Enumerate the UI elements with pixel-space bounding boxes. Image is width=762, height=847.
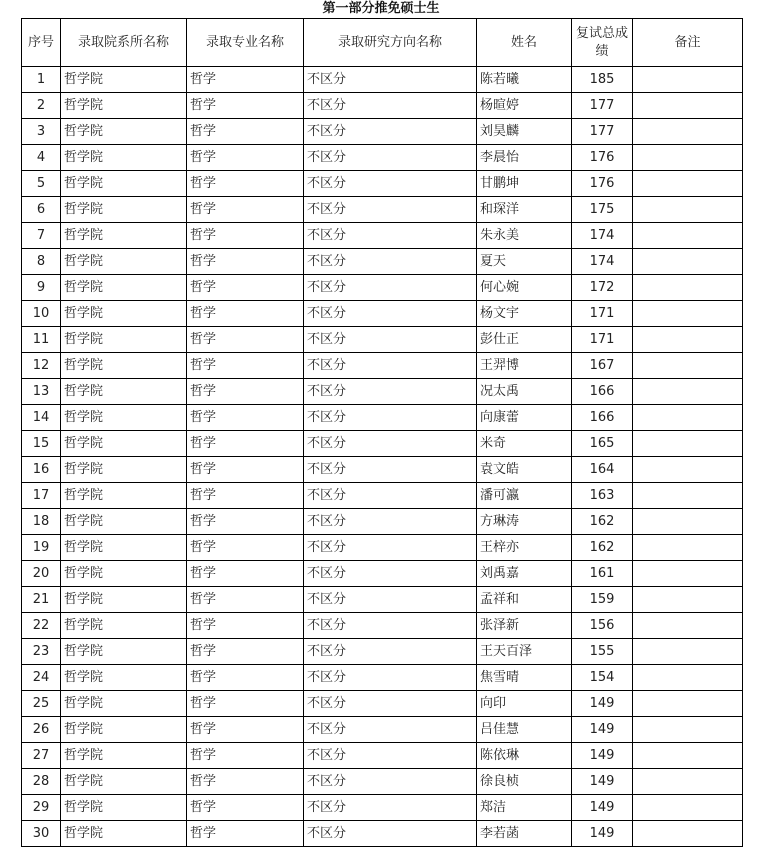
row-dept: 哲学院 <box>61 197 187 223</box>
row-name: 李晨怡 <box>477 145 572 171</box>
header-name: 姓名 <box>477 19 572 67</box>
row-name: 况太禹 <box>477 379 572 405</box>
row-score: 149 <box>572 743 633 769</box>
row-major: 哲学 <box>187 613 304 639</box>
row-name: 陈依琳 <box>477 743 572 769</box>
row-name: 王羿博 <box>477 353 572 379</box>
row-no: 23 <box>22 639 61 665</box>
row-score: 162 <box>572 535 633 561</box>
row-dept: 哲学院 <box>61 379 187 405</box>
row-score: 177 <box>572 93 633 119</box>
row-direction: 不区分 <box>304 171 477 197</box>
table-row <box>22 275 743 301</box>
row-name: 王梓亦 <box>477 535 572 561</box>
row-name: 方琳涛 <box>477 509 572 535</box>
header-note: 备注 <box>633 19 743 67</box>
table-row <box>22 379 743 405</box>
row-direction: 不区分 <box>304 561 477 587</box>
table-row <box>22 509 743 535</box>
row-score: 155 <box>572 639 633 665</box>
row-name: 何心婉 <box>477 275 572 301</box>
table-row <box>22 93 743 119</box>
row-name: 甘鹏坤 <box>477 171 572 197</box>
row-direction: 不区分 <box>304 249 477 275</box>
row-dept: 哲学院 <box>61 431 187 457</box>
row-name: 夏天 <box>477 249 572 275</box>
row-note <box>633 119 743 145</box>
row-dept: 哲学院 <box>61 743 187 769</box>
row-score: 171 <box>572 327 633 353</box>
row-direction: 不区分 <box>304 67 477 93</box>
table-row <box>22 561 743 587</box>
row-note <box>633 769 743 795</box>
table-row <box>22 171 743 197</box>
row-direction: 不区分 <box>304 197 477 223</box>
table-row <box>22 743 743 769</box>
row-score: 172 <box>572 275 633 301</box>
row-dept: 哲学院 <box>61 119 187 145</box>
row-note <box>633 379 743 405</box>
table-row <box>22 717 743 743</box>
row-note <box>633 457 743 483</box>
row-name: 向康蕾 <box>477 405 572 431</box>
row-dept: 哲学院 <box>61 145 187 171</box>
row-score: 177 <box>572 119 633 145</box>
row-no: 25 <box>22 691 61 717</box>
table-row <box>22 353 743 379</box>
row-major: 哲学 <box>187 535 304 561</box>
row-major: 哲学 <box>187 691 304 717</box>
row-no: 27 <box>22 743 61 769</box>
row-name: 徐良桢 <box>477 769 572 795</box>
row-no: 30 <box>22 821 61 847</box>
table-row <box>22 301 743 327</box>
row-major: 哲学 <box>187 275 304 301</box>
row-name: 刘禹嘉 <box>477 561 572 587</box>
row-dept: 哲学院 <box>61 249 187 275</box>
table-row <box>22 249 743 275</box>
row-dept: 哲学院 <box>61 275 187 301</box>
row-score: 176 <box>572 171 633 197</box>
row-no: 13 <box>22 379 61 405</box>
row-major: 哲学 <box>187 665 304 691</box>
table-row <box>22 197 743 223</box>
row-note <box>633 405 743 431</box>
row-major: 哲学 <box>187 223 304 249</box>
row-major: 哲学 <box>187 197 304 223</box>
row-major: 哲学 <box>187 119 304 145</box>
row-name: 袁文皓 <box>477 457 572 483</box>
table-row <box>22 795 743 821</box>
row-dept: 哲学院 <box>61 223 187 249</box>
row-note <box>633 587 743 613</box>
table-row <box>22 483 743 509</box>
row-direction: 不区分 <box>304 483 477 509</box>
row-name: 米奇 <box>477 431 572 457</box>
row-major: 哲学 <box>187 717 304 743</box>
row-no: 4 <box>22 145 61 171</box>
table-row <box>22 587 743 613</box>
row-note <box>633 145 743 171</box>
row-no: 29 <box>22 795 61 821</box>
row-dept: 哲学院 <box>61 795 187 821</box>
row-score: 166 <box>572 379 633 405</box>
table-row <box>22 431 743 457</box>
table-row <box>22 145 743 171</box>
row-note <box>633 353 743 379</box>
row-note <box>633 171 743 197</box>
row-no: 6 <box>22 197 61 223</box>
row-note <box>633 509 743 535</box>
row-name: 吕佳慧 <box>477 717 572 743</box>
row-no: 20 <box>22 561 61 587</box>
row-note <box>633 613 743 639</box>
row-dept: 哲学院 <box>61 67 187 93</box>
row-name: 刘昊麟 <box>477 119 572 145</box>
row-no: 17 <box>22 483 61 509</box>
row-name: 李若菡 <box>477 821 572 847</box>
row-no: 28 <box>22 769 61 795</box>
row-no: 11 <box>22 327 61 353</box>
row-direction: 不区分 <box>304 509 477 535</box>
row-score: 161 <box>572 561 633 587</box>
row-score: 149 <box>572 795 633 821</box>
row-major: 哲学 <box>187 405 304 431</box>
row-major: 哲学 <box>187 561 304 587</box>
row-note <box>633 483 743 509</box>
header-no: 序号 <box>22 19 61 67</box>
row-score: 162 <box>572 509 633 535</box>
row-major: 哲学 <box>187 795 304 821</box>
row-dept: 哲学院 <box>61 691 187 717</box>
row-direction: 不区分 <box>304 379 477 405</box>
row-score: 166 <box>572 405 633 431</box>
row-direction: 不区分 <box>304 275 477 301</box>
row-no: 9 <box>22 275 61 301</box>
row-dept: 哲学院 <box>61 93 187 119</box>
row-no: 22 <box>22 613 61 639</box>
row-major: 哲学 <box>187 249 304 275</box>
row-direction: 不区分 <box>304 145 477 171</box>
row-note <box>633 717 743 743</box>
row-no: 26 <box>22 717 61 743</box>
row-major: 哲学 <box>187 67 304 93</box>
row-dept: 哲学院 <box>61 327 187 353</box>
header-dept: 录取院系所名称 <box>61 19 187 67</box>
row-score: 149 <box>572 691 633 717</box>
row-name: 陈若曦 <box>477 67 572 93</box>
row-name: 向印 <box>477 691 572 717</box>
row-direction: 不区分 <box>304 119 477 145</box>
table-row <box>22 769 743 795</box>
row-direction: 不区分 <box>304 457 477 483</box>
row-note <box>633 795 743 821</box>
row-name: 和琛洋 <box>477 197 572 223</box>
table-row <box>22 67 743 93</box>
row-major: 哲学 <box>187 353 304 379</box>
row-major: 哲学 <box>187 509 304 535</box>
row-name: 杨文宇 <box>477 301 572 327</box>
row-name: 朱永美 <box>477 223 572 249</box>
table-row <box>22 613 743 639</box>
row-dept: 哲学院 <box>61 535 187 561</box>
row-name: 杨暄婷 <box>477 93 572 119</box>
table-row <box>22 535 743 561</box>
row-no: 19 <box>22 535 61 561</box>
row-dept: 哲学院 <box>61 587 187 613</box>
row-dept: 哲学院 <box>61 561 187 587</box>
table-row <box>22 457 743 483</box>
row-major: 哲学 <box>187 171 304 197</box>
row-score: 149 <box>572 717 633 743</box>
row-major: 哲学 <box>187 301 304 327</box>
row-note <box>633 327 743 353</box>
table-row <box>22 821 743 847</box>
row-no: 18 <box>22 509 61 535</box>
row-note <box>633 561 743 587</box>
row-note <box>633 691 743 717</box>
row-name: 孟祥和 <box>477 587 572 613</box>
table-header-row <box>22 19 743 67</box>
row-name: 彭仕正 <box>477 327 572 353</box>
row-major: 哲学 <box>187 379 304 405</box>
row-score: 163 <box>572 483 633 509</box>
row-note <box>633 821 743 847</box>
row-name: 王天百泽 <box>477 639 572 665</box>
row-score: 149 <box>572 769 633 795</box>
row-no: 12 <box>22 353 61 379</box>
header-major: 录取专业名称 <box>187 19 304 67</box>
admission-table <box>21 18 743 847</box>
row-no: 1 <box>22 67 61 93</box>
table-row <box>22 405 743 431</box>
row-major: 哲学 <box>187 327 304 353</box>
row-dept: 哲学院 <box>61 639 187 665</box>
header-direction: 录取研究方向名称 <box>304 19 477 67</box>
row-no: 8 <box>22 249 61 275</box>
row-dept: 哲学院 <box>61 509 187 535</box>
row-major: 哲学 <box>187 639 304 665</box>
row-direction: 不区分 <box>304 691 477 717</box>
table-row <box>22 223 743 249</box>
row-name: 焦雪晴 <box>477 665 572 691</box>
row-score: 174 <box>572 249 633 275</box>
row-no: 16 <box>22 457 61 483</box>
row-score: 185 <box>572 67 633 93</box>
row-name: 潘可瀛 <box>477 483 572 509</box>
row-note <box>633 743 743 769</box>
row-score: 149 <box>572 821 633 847</box>
row-dept: 哲学院 <box>61 665 187 691</box>
row-no: 15 <box>22 431 61 457</box>
row-major: 哲学 <box>187 431 304 457</box>
row-direction: 不区分 <box>304 431 477 457</box>
row-direction: 不区分 <box>304 535 477 561</box>
row-no: 10 <box>22 301 61 327</box>
row-score: 174 <box>572 223 633 249</box>
row-direction: 不区分 <box>304 717 477 743</box>
row-score: 164 <box>572 457 633 483</box>
page-title: 第一部分推免硕士生 <box>322 1 440 16</box>
row-score: 167 <box>572 353 633 379</box>
row-note <box>633 665 743 691</box>
row-no: 24 <box>22 665 61 691</box>
table-body <box>22 67 743 847</box>
row-no: 21 <box>22 587 61 613</box>
row-major: 哲学 <box>187 93 304 119</box>
row-direction: 不区分 <box>304 353 477 379</box>
table-row <box>22 665 743 691</box>
table-row <box>22 327 743 353</box>
row-major: 哲学 <box>187 145 304 171</box>
row-score: 171 <box>572 301 633 327</box>
table-row <box>22 639 743 665</box>
row-dept: 哲学院 <box>61 483 187 509</box>
row-dept: 哲学院 <box>61 821 187 847</box>
row-no: 7 <box>22 223 61 249</box>
row-note <box>633 93 743 119</box>
row-no: 14 <box>22 405 61 431</box>
row-direction: 不区分 <box>304 821 477 847</box>
row-major: 哲学 <box>187 743 304 769</box>
row-note <box>633 223 743 249</box>
row-dept: 哲学院 <box>61 613 187 639</box>
row-direction: 不区分 <box>304 795 477 821</box>
row-note <box>633 275 743 301</box>
row-note <box>633 639 743 665</box>
row-direction: 不区分 <box>304 743 477 769</box>
row-direction: 不区分 <box>304 327 477 353</box>
row-direction: 不区分 <box>304 639 477 665</box>
row-direction: 不区分 <box>304 587 477 613</box>
row-score: 176 <box>572 145 633 171</box>
row-direction: 不区分 <box>304 223 477 249</box>
row-no: 3 <box>22 119 61 145</box>
row-dept: 哲学院 <box>61 405 187 431</box>
row-note <box>633 67 743 93</box>
row-dept: 哲学院 <box>61 717 187 743</box>
row-name: 郑洁 <box>477 795 572 821</box>
row-dept: 哲学院 <box>61 353 187 379</box>
row-direction: 不区分 <box>304 613 477 639</box>
row-major: 哲学 <box>187 457 304 483</box>
row-major: 哲学 <box>187 587 304 613</box>
row-note <box>633 535 743 561</box>
row-direction: 不区分 <box>304 93 477 119</box>
row-note <box>633 197 743 223</box>
row-direction: 不区分 <box>304 405 477 431</box>
row-major: 哲学 <box>187 483 304 509</box>
row-score: 154 <box>572 665 633 691</box>
row-dept: 哲学院 <box>61 769 187 795</box>
row-direction: 不区分 <box>304 769 477 795</box>
row-dept: 哲学院 <box>61 301 187 327</box>
row-score: 156 <box>572 613 633 639</box>
table-row <box>22 119 743 145</box>
row-major: 哲学 <box>187 769 304 795</box>
table-row <box>22 691 743 717</box>
row-name: 张泽新 <box>477 613 572 639</box>
row-score: 159 <box>572 587 633 613</box>
header-score: 复试总成绩 <box>572 19 633 67</box>
row-note <box>633 431 743 457</box>
row-note <box>633 301 743 327</box>
row-score: 175 <box>572 197 633 223</box>
row-score: 165 <box>572 431 633 457</box>
row-no: 5 <box>22 171 61 197</box>
row-direction: 不区分 <box>304 665 477 691</box>
row-dept: 哲学院 <box>61 457 187 483</box>
row-note <box>633 249 743 275</box>
row-dept: 哲学院 <box>61 171 187 197</box>
row-direction: 不区分 <box>304 301 477 327</box>
row-no: 2 <box>22 93 61 119</box>
row-major: 哲学 <box>187 821 304 847</box>
